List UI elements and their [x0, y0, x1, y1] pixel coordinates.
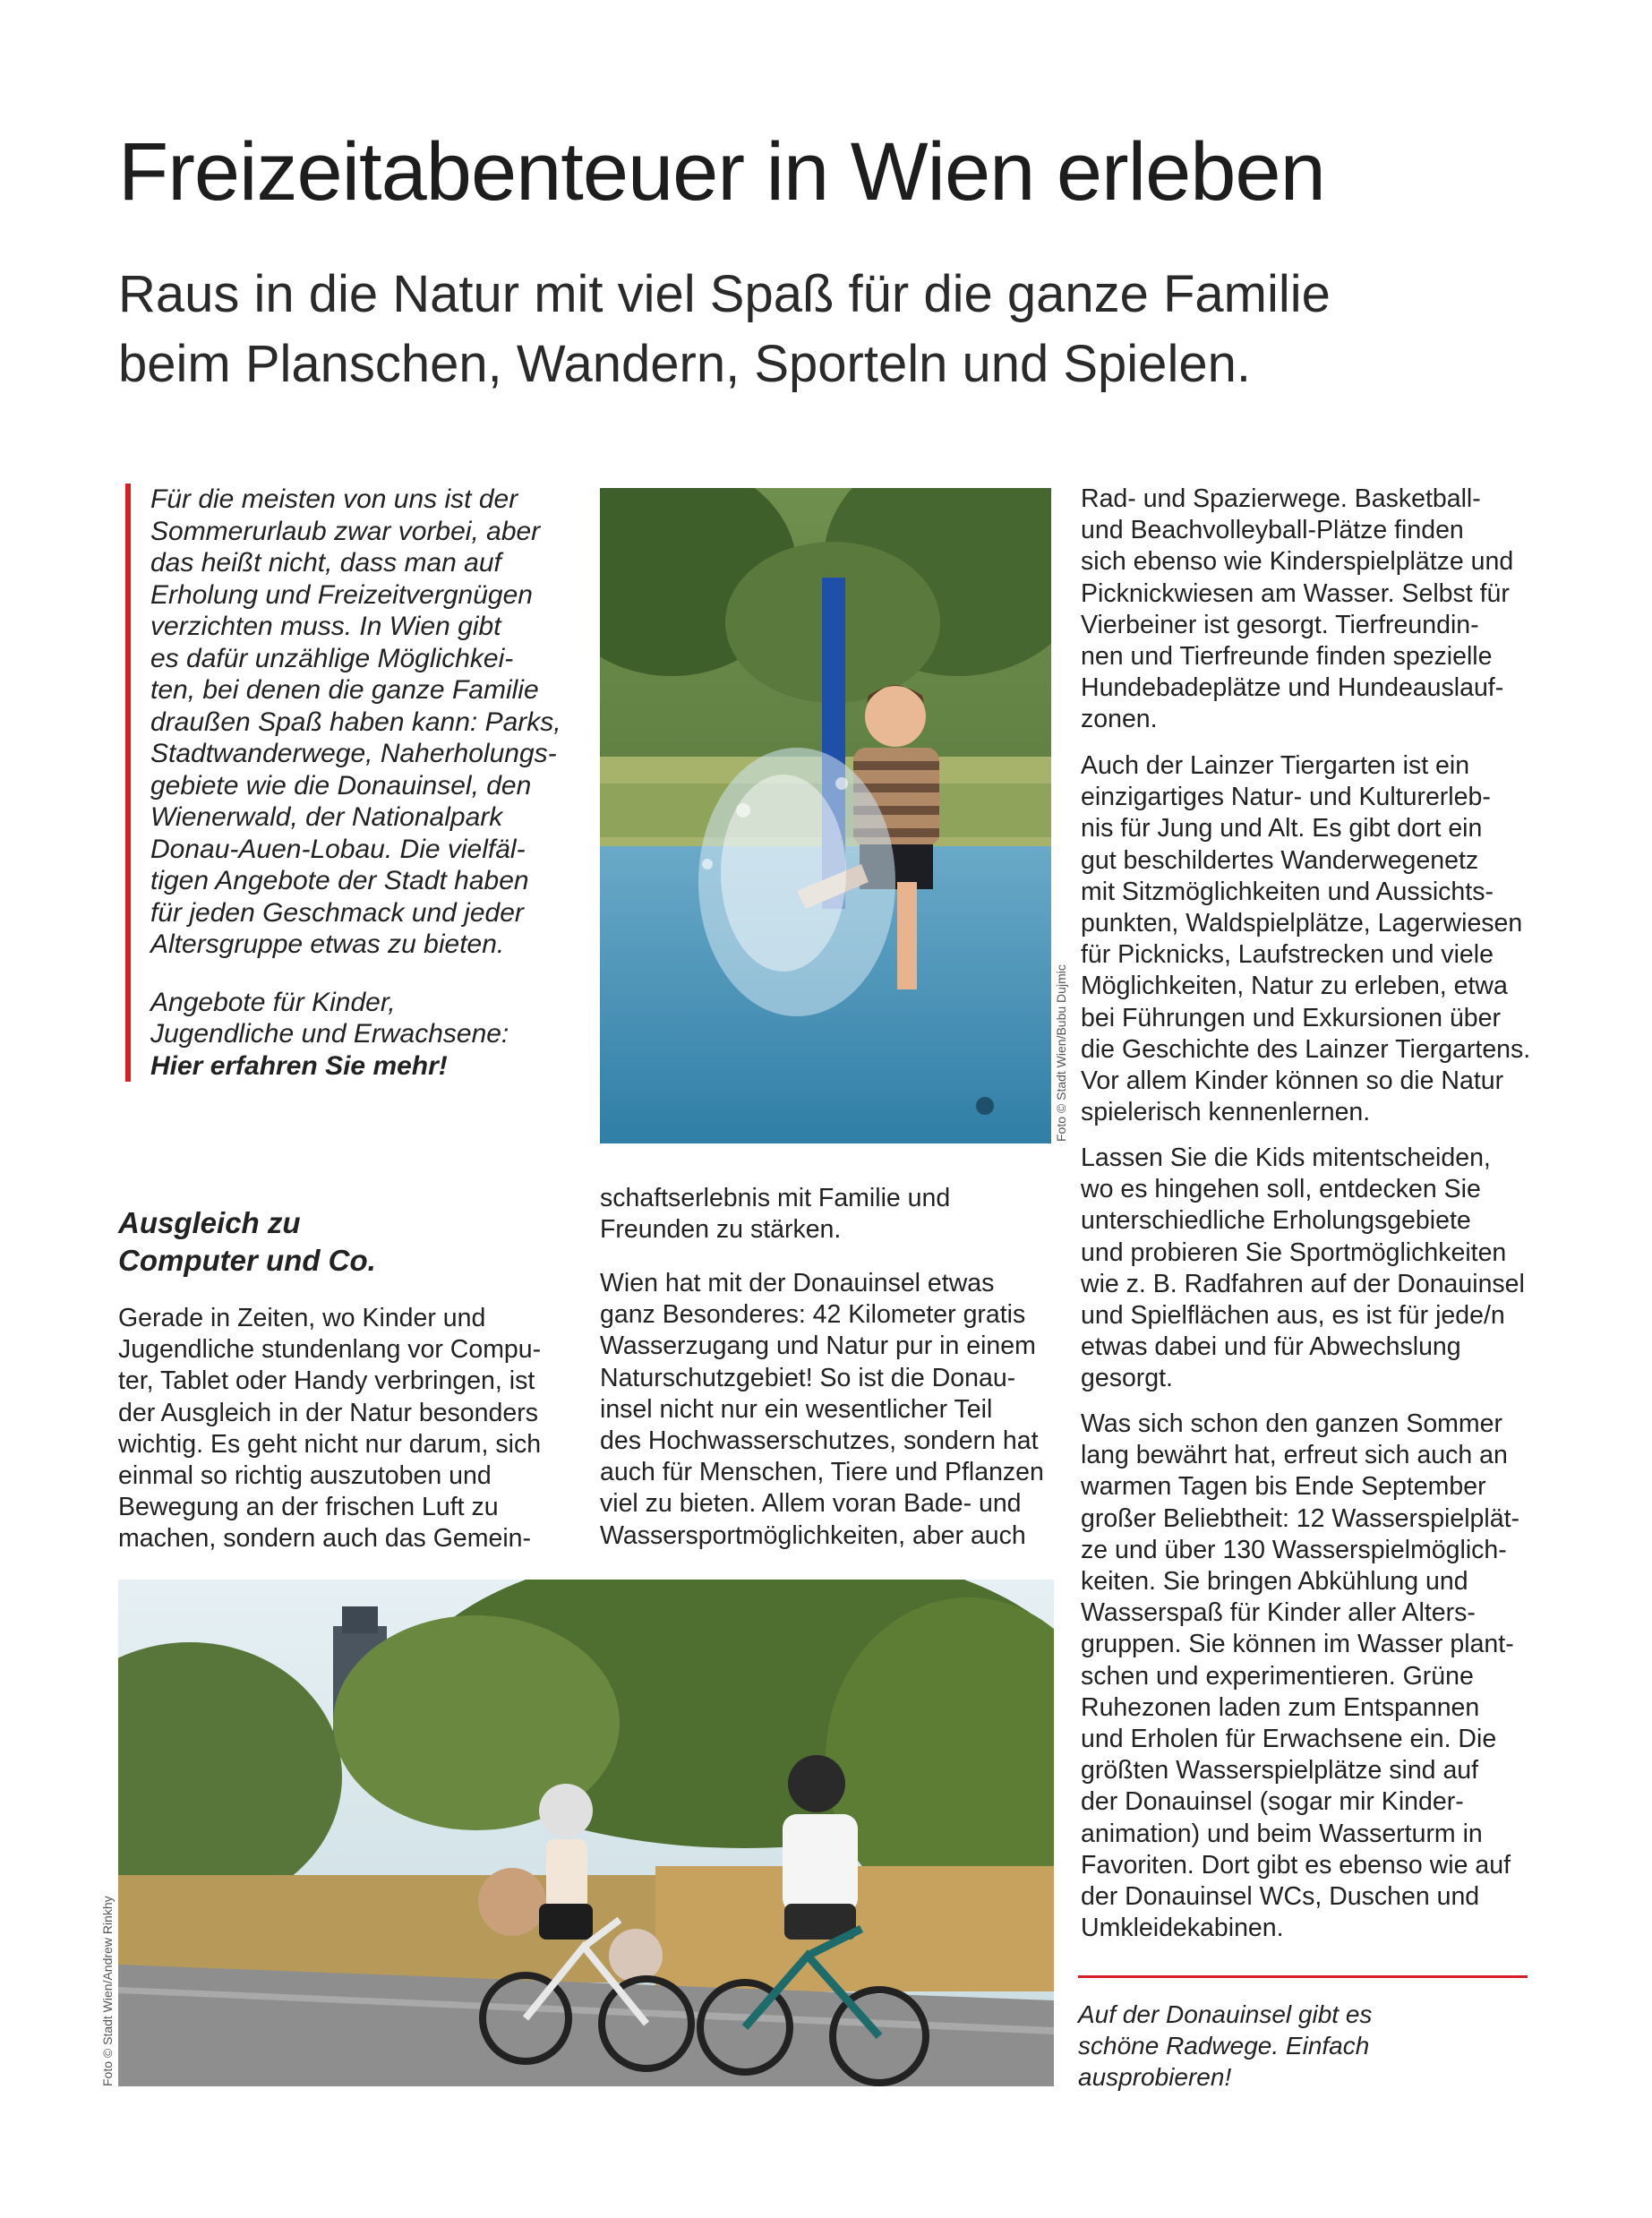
column-2-para-2 — [600, 1268, 1044, 1552]
intro-line: es dafür unzählige Möglichkei- — [150, 643, 514, 673]
intro-line: Donau-Auen-Lobau. Die vielfäl- — [150, 834, 526, 864]
body-line: zonen. — [1081, 705, 1158, 734]
body-line: Picknickwiesen am Wasser. Selbst für — [1081, 578, 1510, 608]
caption-line: ausprobieren! — [1078, 2063, 1232, 2091]
column-2-para-1 — [600, 1183, 950, 1246]
body-line: der Donauinsel WCs, Duschen und — [1081, 1882, 1480, 1912]
body-line: spielerisch kennenlernen. — [1081, 1098, 1371, 1127]
body-line: die Geschichte des Lainzer Tiergartens. — [1081, 1034, 1531, 1064]
body-line: gesorgt. — [1081, 1364, 1173, 1393]
body-line: und Beachvolleyball-Plätze finden — [1081, 516, 1464, 545]
photo-caption — [1078, 1999, 1372, 2093]
body-line: Umkleidekabinen. — [1081, 1914, 1284, 1943]
body-line: gut beschildertes Wanderwegenetz — [1081, 845, 1479, 875]
body-line: sich ebenso wie Kinderspielplätze und — [1081, 547, 1514, 577]
body-line: gruppen. Sie können im Wasser plant- — [1081, 1630, 1514, 1659]
intro-line: gebiete wie die Donauinsel, den — [150, 770, 532, 801]
body-line: Möglichkeiten, Natur zu erleben, etwa — [1081, 972, 1508, 1001]
body-line: Was sich schon den ganzen Sommer — [1081, 1409, 1503, 1438]
body-line: Vor allem Kinder können so die Natur — [1081, 1066, 1504, 1096]
body-line: Wien hat mit der Donauinsel etwas — [600, 1269, 995, 1297]
body-line: Freunden zu stärken. — [600, 1215, 842, 1245]
body-line: Vierbeiner ist gesorgt. Tierfreundin- — [1081, 610, 1479, 639]
body-line: punkten, Waldspielplätze, Lagerwiesen — [1081, 909, 1523, 938]
body-line: größten Wasserspielplätze sind auf — [1081, 1756, 1479, 1786]
body-line: einmal so richtig auszutoben und — [118, 1461, 492, 1491]
body-line: der Ausgleich in der Natur besonders — [118, 1398, 538, 1427]
intro-offer-line: Jugendliche und Erwachsene: — [150, 1019, 509, 1049]
body-line: Bewegung an der frischen Luft zu — [118, 1493, 499, 1522]
body-line: Jugendliche stundenlang vor Compu- — [118, 1335, 542, 1365]
body-line: lang bewährt hat, erfreut sich auch an — [1081, 1441, 1508, 1470]
column-3-para-3 — [1081, 1143, 1525, 1395]
body-line: Wasserzugang und Natur pur in einem — [600, 1332, 1036, 1361]
caption-line: schöne Radwege. Einfach — [1078, 2032, 1370, 2060]
body-line: Favoriten. Dort gibt es ebenso wie auf — [1081, 1850, 1511, 1880]
body-line: ze und über 130 Wasserspielmöglich- — [1081, 1535, 1507, 1564]
body-line: der Donauinsel (sogar mir Kinder- — [1081, 1787, 1464, 1817]
body-line: des Hochwasserschutzes, sondern hat — [600, 1426, 1039, 1456]
body-line: Lassen Sie die Kids mitentscheiden, — [1081, 1143, 1491, 1172]
body-line: bei Führungen und Exkursionen über — [1081, 1003, 1501, 1032]
column-3-para-4 — [1081, 1409, 1519, 1944]
subtitle-line: beim Planschen, Wandern, Sporteln und Spielen. — [118, 335, 1251, 393]
photo-credit-1: Foto © Stadt Wien/Bubu Dujmic — [1054, 964, 1068, 1142]
body-line: großer Beliebtheit: 12 Wasserspielplät- — [1081, 1503, 1519, 1533]
page-title: Freizeitabenteuer in Wien erleben — [118, 126, 1325, 218]
body-line: wie z. B. Radfahren auf der Donauinsel — [1081, 1269, 1525, 1298]
body-line: mit Sitzmöglichkeiten und Aussichts- — [1081, 877, 1494, 906]
cyclists-illustration — [118, 1580, 1054, 2086]
body-line: auch für Menschen, Tiere und Pflanzen — [600, 1458, 1044, 1487]
body-line: nis für Jung und Alt. Es gibt dort ein — [1081, 814, 1483, 844]
body-line: viel zu bieten. Allem voran Bade- und — [600, 1489, 1022, 1519]
body-line: unterschiedliche Erholungsgebiete — [1081, 1206, 1471, 1236]
body-line: Wassersportmöglichkeiten, aber auch — [600, 1520, 1026, 1550]
body-line: Rad- und Spazierwege. Basketball- — [1081, 484, 1481, 513]
intro-line: Für die meisten von uns ist der — [150, 484, 518, 514]
photo-child-water-play — [600, 488, 1051, 1143]
body-line: insel nicht nur ein wesentlicher Teil — [600, 1394, 993, 1424]
body-line: einzigartiges Natur- und Kulturerleb- — [1081, 783, 1491, 812]
body-line: und probieren Sie Sportmöglichkeiten — [1081, 1237, 1507, 1267]
section-heading-line: Computer und Co. — [118, 1244, 376, 1277]
body-line: und Spielflächen aus, es ist für jede/n — [1081, 1301, 1505, 1331]
subtitle-line: Raus in die Natur mit viel Spaß für die ganze Familie — [118, 265, 1331, 323]
body-line: Auch der Lainzer Tiergarten ist ein — [1081, 751, 1470, 780]
caption-line: Auf der Donauinsel gibt es — [1078, 2000, 1373, 2028]
body-line: nen und Tierfreunde finden spezielle — [1081, 642, 1493, 672]
body-line: machen, sondern auch das Gemein- — [118, 1524, 532, 1554]
column-1-text — [118, 1303, 541, 1555]
intro-line: Wienerwald, der Nationalpark — [150, 802, 503, 832]
intro-line: verzichten muss. In Wien gibt — [150, 612, 501, 641]
child-water-play-illustration — [600, 488, 1051, 1143]
body-line: Naturschutzgebiet! So ist die Donau- — [600, 1363, 1016, 1392]
body-line: etwas dabei und für Abwechslung — [1081, 1332, 1461, 1362]
body-line: schen und experimentieren. Grüne — [1081, 1661, 1474, 1691]
body-line: schaftserlebnis mit Familie und — [600, 1184, 951, 1212]
intro-text — [150, 484, 598, 961]
intro-line: draußen Spaß haben kann: Parks, — [150, 707, 561, 737]
intro-offer-line: Angebote für Kinder, — [150, 987, 396, 1017]
body-line: Hundebadeplätze und Hundeauslauf- — [1081, 673, 1504, 703]
body-line: und Erholen für Erwachsene ein. Die — [1081, 1725, 1497, 1754]
intro-line: Altersgruppe etwas zu bieten. — [150, 929, 505, 959]
body-line: ganz Besonderes: 42 Kilometer gratis — [600, 1300, 1026, 1330]
caption-divider — [1078, 1975, 1528, 1978]
intro-line: das heißt nicht, dass man auf — [150, 548, 501, 578]
body-line: keiten. Sie bringen Abkühlung und — [1081, 1567, 1468, 1597]
intro-line: für jeden Geschmack und jeder — [150, 897, 524, 928]
more-info-link[interactable]: Hier erfahren Sie mehr! — [150, 1050, 448, 1081]
intro-block — [125, 484, 598, 1082]
body-line: Ruhezonen laden zum Entspannen — [1081, 1692, 1480, 1722]
body-line: wo es hingehen soll, entdecken Sie — [1081, 1175, 1481, 1204]
body-line: für Picknicks, Laufstrecken und viele — [1081, 940, 1494, 970]
body-line: warmen Tagen bis Ende September — [1081, 1472, 1486, 1502]
photo-cyclists — [118, 1580, 1054, 2086]
body-line: Gerade in Zeiten, wo Kinder und — [118, 1304, 486, 1332]
photo-credit-2: Foto © Stadt Wien/Andrew Rinkhy — [100, 1896, 115, 2086]
body-line: animation) und beim Wasserturm in — [1081, 1819, 1483, 1848]
body-line: ter, Tablet oder Handy verbringen, ist — [118, 1366, 535, 1396]
column-3-para-2 — [1081, 750, 1530, 1128]
intro-line: ten, bei denen die ganze Familie — [150, 675, 539, 705]
page-subtitle — [118, 260, 1331, 399]
body-line: wichtig. Es geht nicht nur darum, sich — [118, 1429, 542, 1459]
section-heading — [118, 1204, 376, 1280]
intro-line: Sommerurlaub zwar vorbei, aber — [150, 516, 541, 546]
section-heading-line: Ausgleich zu — [118, 1206, 301, 1239]
intro-line: Stadtwanderwege, Naherholungs- — [150, 739, 557, 768]
intro-line: Erholung und Freizeitvergnügen — [150, 579, 533, 610]
intro-line: tigen Angebote der Stadt haben — [150, 866, 529, 895]
column-3-para-1 — [1081, 484, 1513, 736]
body-line: Wasserspaß für Kinder aller Alters- — [1081, 1598, 1476, 1628]
